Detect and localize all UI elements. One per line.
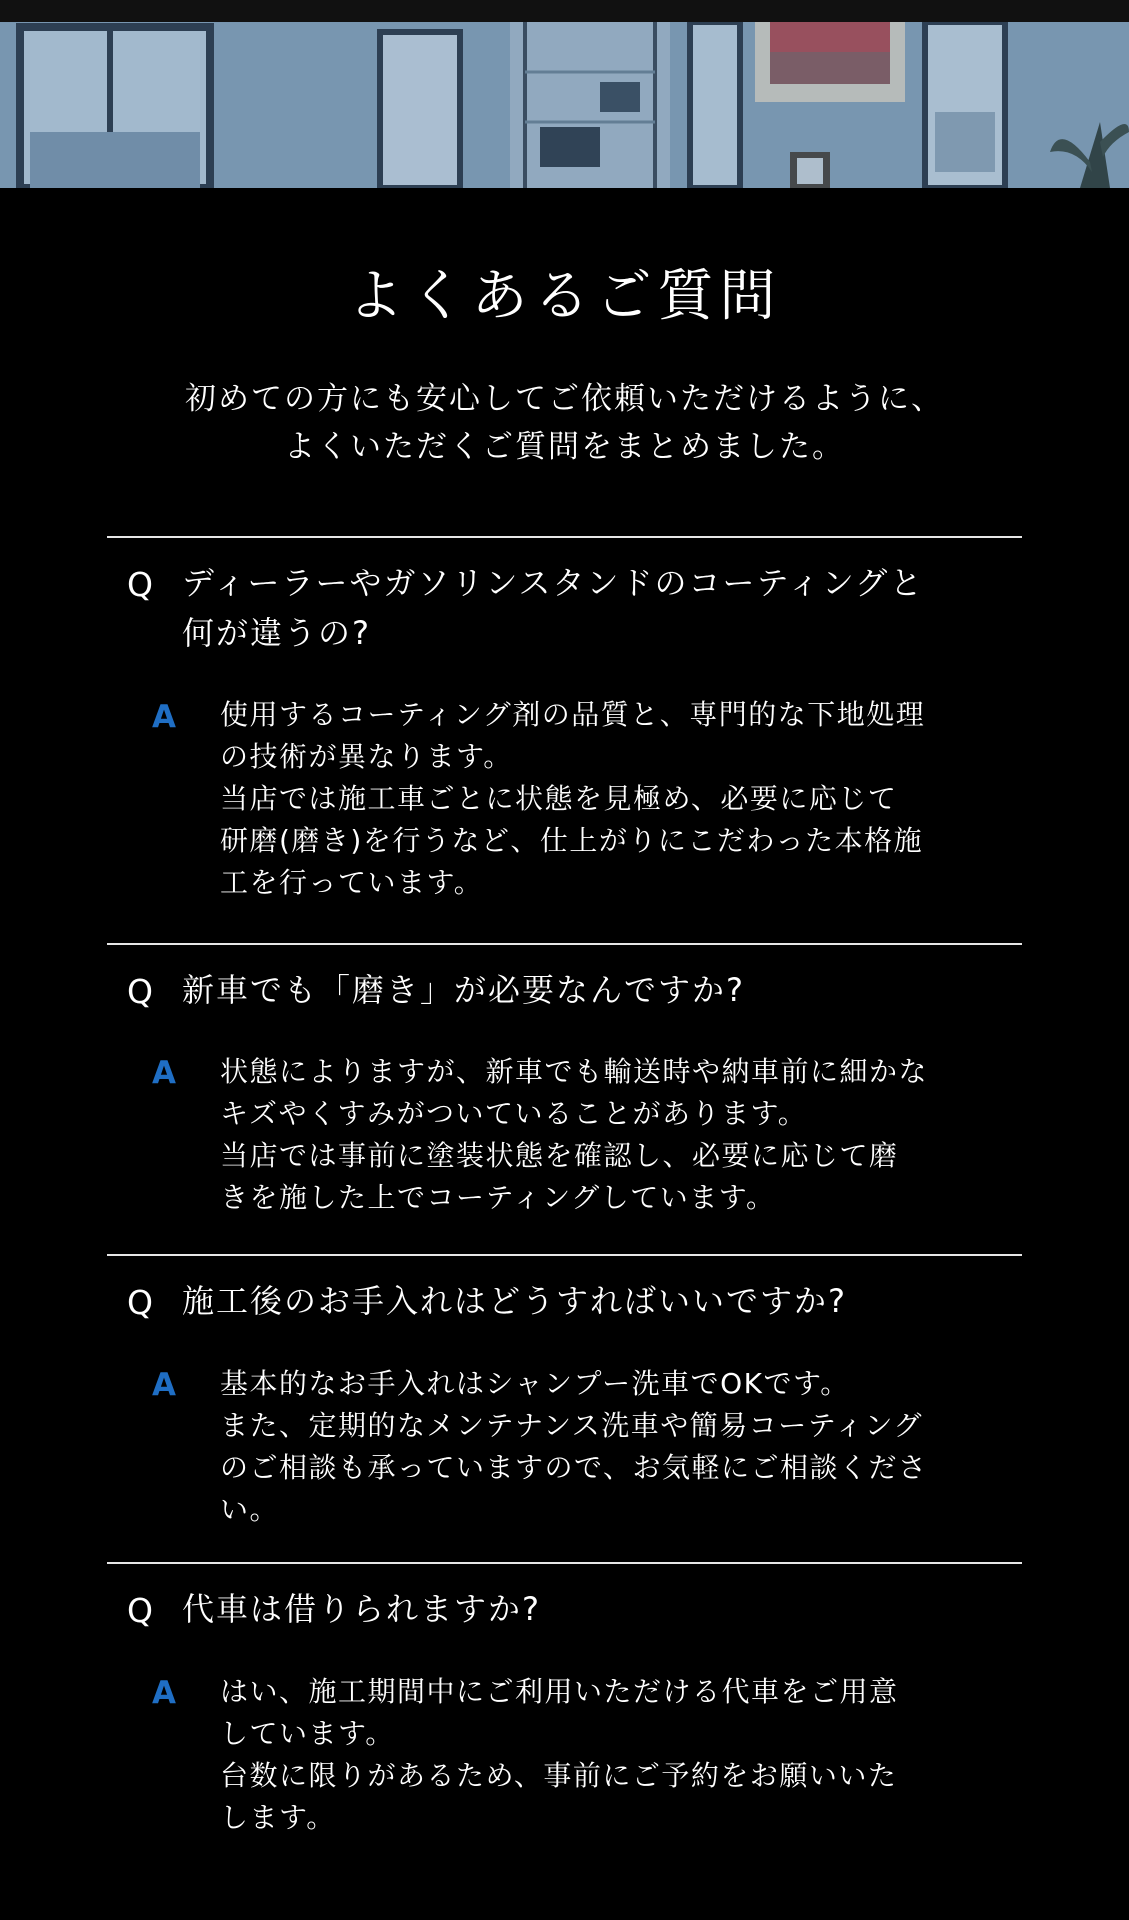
faq-answer-3 (220, 1363, 1000, 1531)
answer-mark-label: A (152, 1675, 176, 1711)
question-line: 代車は借りられますか? (182, 1590, 541, 1628)
question-mark-label: Q (127, 972, 153, 1011)
lead-line: 初めての方にも安心してご依頼いただけるように、 (185, 381, 944, 417)
answer-line: します。 (220, 1801, 336, 1834)
question-mark-label: Q (127, 1591, 153, 1630)
answer-mark-label: A (152, 699, 176, 735)
faq-question-4[interactable] (182, 1584, 982, 1634)
faq-answer-2 (220, 1051, 1000, 1219)
answer-line: しています。 (220, 1717, 395, 1750)
answer-line: きを施した上でコーティングしています。 (220, 1181, 776, 1214)
faq-divider (107, 536, 1022, 538)
shop-interior-photo (0, 22, 1129, 188)
faq-lead-text (0, 375, 1129, 471)
question-mark-label: Q (127, 1283, 153, 1322)
question-mark-label: Q (127, 565, 153, 604)
question-line: 新車でも「磨き」が必要なんですか? (182, 971, 745, 1009)
answer-line: キズやくすみがついていることがあります。 (220, 1097, 808, 1130)
top-bar (0, 0, 1129, 22)
hero-image (0, 22, 1129, 188)
faq-divider (107, 943, 1022, 945)
answer-line: 台数に限りがあるため、事前にご予約をお願いいた (220, 1759, 898, 1792)
question-line: ディーラーやガソリンスタンドのコーティングと (182, 564, 924, 602)
faq-answer-4 (220, 1671, 1000, 1839)
answer-mark-label: A (152, 1055, 176, 1091)
answer-line: 基本的なお手入れはシャンプー洗車でOKです。 (220, 1367, 850, 1400)
faq-question-2[interactable] (182, 965, 982, 1015)
answer-line: 当店では事前に塗装状態を確認し、必要に応じて磨 (220, 1139, 899, 1172)
faq-divider (107, 1562, 1022, 1564)
answer-line: 研磨(磨き)を行うなど、仕上がりにこだわった本格施 (220, 824, 924, 857)
answer-line: 当店では施工車ごとに状態を見極め、必要に応じて (220, 782, 898, 815)
question-line: 施工後のお手入れはどうすればいいですか? (182, 1282, 847, 1320)
lead-line: よくいただくご質問をまとめました。 (284, 429, 845, 465)
faq-answer-1 (220, 694, 1000, 904)
answer-line: はい、施工期間中にご利用いただける代車をご用意 (220, 1675, 899, 1708)
answer-line: のご相談も承っていますので、お気軽にご相談くださ (220, 1451, 928, 1484)
answer-line: 使用するコーティング剤の品質と、専門的な下地処理 (220, 698, 926, 731)
faq-question-3[interactable] (182, 1276, 982, 1326)
faq-question-1[interactable] (182, 558, 982, 658)
answer-line: い。 (220, 1493, 280, 1526)
page-title: よくあるご質問 (347, 264, 782, 329)
faq-divider (107, 1254, 1022, 1256)
answer-line: 状態によりますが、新車でも輸送時や納車前に細かな (220, 1055, 929, 1088)
answer-mark-label: A (152, 1367, 176, 1403)
question-line: 何が違うの? (182, 614, 371, 652)
answer-line: の技術が異なります。 (220, 740, 513, 773)
answer-line: また、定期的なメンテナンス洗車や簡易コーティング (220, 1409, 923, 1442)
answer-line: 工を行っています。 (220, 866, 484, 899)
